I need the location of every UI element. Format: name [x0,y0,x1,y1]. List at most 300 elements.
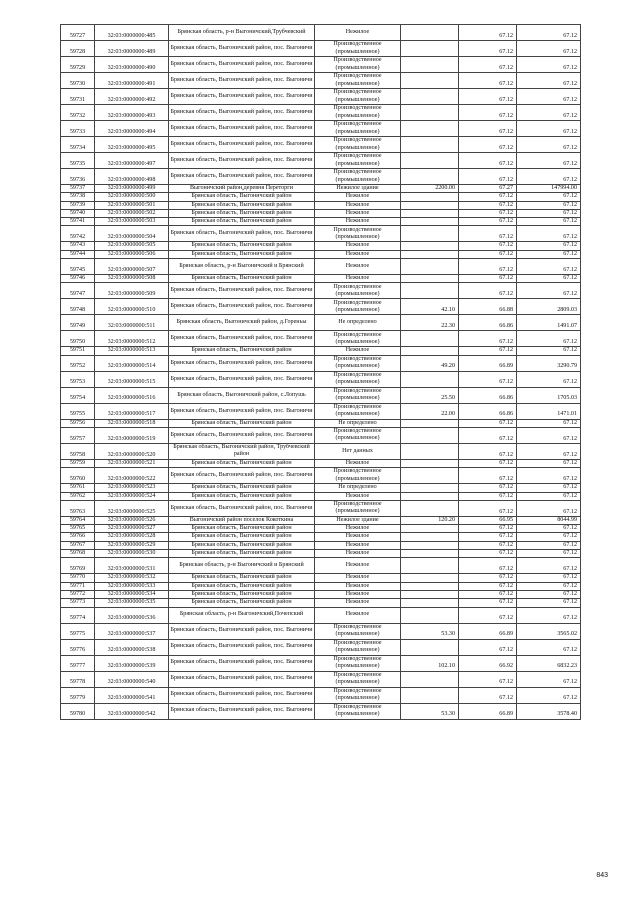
cell-object-type: Производственное (промышленное) [315,137,401,153]
table-row [61,655,581,671]
cell-address: Брянская область, Выгоничский район [169,218,315,226]
cell-row-number: 59733 [61,121,95,137]
table-row [61,209,581,217]
cell-cadastral-value: 67.12 [517,218,581,226]
cell-row-number: 59768 [61,550,95,558]
table-row [61,315,581,331]
cell-cadastral-value: 67.12 [517,25,581,41]
cell-object-type: Нежилое [315,275,401,283]
table-row [61,153,581,169]
table-row [61,242,581,250]
cell-area [401,558,459,574]
cell-specific-value: 67.12 [459,137,517,153]
cell-area [401,574,459,582]
cell-row-number: 59734 [61,137,95,153]
cell-cadastral-value: 67.12 [517,283,581,299]
cell-specific-value: 67.12 [459,582,517,590]
cell-cadastral-value: 1471.01 [517,403,581,419]
cell-cadastral-value: 67.12 [517,687,581,703]
cell-specific-value: 67.12 [459,347,517,355]
cell-area [401,484,459,492]
cell-object-type: Нежилое [315,209,401,217]
cell-cadastral-number: 32:03:0000000:539 [95,655,169,671]
cell-object-type: Производственное (промышленное) [315,687,401,703]
cell-row-number: 59767 [61,541,95,549]
cell-address: Брянская область, Выгоничский район, пос. Выгоничи [169,500,315,516]
cell-specific-value: 67.12 [459,550,517,558]
cell-cadastral-number: 32:03:0000000:535 [95,599,169,607]
cell-cadastral-number: 32:03:0000000:516 [95,387,169,403]
cell-cadastral-number: 32:03:0000000:529 [95,541,169,549]
cell-cadastral-value: 67.12 [517,590,581,598]
table-row [61,427,581,443]
cell-cadastral-number: 32:03:0000000:514 [95,355,169,371]
table-row [61,331,581,347]
cell-specific-value: 67.12 [459,574,517,582]
cell-cadastral-number: 32:03:0000000:523 [95,484,169,492]
cell-address: Брянская область, Выгоничский район, Трубчевский район [169,443,315,459]
cell-object-type: Производственное (промышленное) [315,427,401,443]
cell-cadastral-number: 32:03:0000000:524 [95,492,169,500]
cell-row-number: 59756 [61,419,95,427]
cell-area [401,121,459,137]
cell-object-type: Нежилое [315,250,401,258]
cell-cadastral-value: 67.12 [517,259,581,275]
cell-address: Брянская область, Выгоничский район, пос. Выгоничи [169,403,315,419]
table-row [61,639,581,655]
cell-row-number: 59753 [61,371,95,387]
cell-area: 2200.00 [401,185,459,193]
table-row [61,275,581,283]
cell-cadastral-number: 32:03:0000000:538 [95,639,169,655]
cell-specific-value: 67.12 [459,331,517,347]
cell-cadastral-value: 67.12 [517,558,581,574]
cell-area [401,533,459,541]
cell-area [401,209,459,217]
table-row [61,347,581,355]
cell-cadastral-value: 67.12 [517,459,581,467]
cell-row-number: 59775 [61,623,95,639]
cell-cadastral-value: 67.12 [517,201,581,209]
cell-specific-value: 67.12 [459,459,517,467]
cell-cadastral-value: 67.12 [517,41,581,57]
table-row [61,185,581,193]
cell-specific-value: 66.86 [459,387,517,403]
table-row [61,201,581,209]
cell-specific-value: 67.12 [459,226,517,242]
cell-row-number: 59729 [61,57,95,73]
cell-row-number: 59748 [61,299,95,315]
cell-area [401,371,459,387]
cell-specific-value: 67.12 [459,671,517,687]
cell-specific-value: 66.86 [459,403,517,419]
table-row [61,371,581,387]
cell-cadastral-value: 67.12 [517,275,581,283]
cell-address: Брянская область, Выгоничский район [169,582,315,590]
table-row [61,550,581,558]
cell-cadastral-number: 32:03:0000000:520 [95,443,169,459]
cell-cadastral-number: 32:03:0000000:489 [95,41,169,57]
cell-cadastral-number: 32:03:0000000:513 [95,347,169,355]
cell-object-type: Производственное (промышленное) [315,226,401,242]
cell-cadastral-value: 3565.02 [517,623,581,639]
cell-specific-value: 67.12 [459,153,517,169]
cell-row-number: 59744 [61,250,95,258]
cell-address: Брянская область, Выгоничский район, пос. Выгоничи [169,427,315,443]
cell-address: Брянская область, Выгоничский район [169,275,315,283]
cell-address: Брянская область, Выгоничский район, пос. Выгоничи [169,703,315,719]
cell-object-type: Нежилое [315,492,401,500]
cell-specific-value: 67.12 [459,209,517,217]
cell-specific-value: 67.12 [459,259,517,275]
cell-cadastral-number: 32:03:0000000:503 [95,218,169,226]
cell-address: Брянская область, Выгоничский район [169,550,315,558]
cell-area [401,275,459,283]
cell-specific-value: 66.92 [459,655,517,671]
cell-object-type: Нежилое [315,599,401,607]
cell-cadastral-value: 67.12 [517,639,581,655]
cell-address: Брянская область, Выгоничский район, пос. Выгоничи [169,371,315,387]
cell-cadastral-value: 67.12 [517,153,581,169]
cell-cadastral-number: 32:03:0000000:502 [95,209,169,217]
cell-address: Брянская область, Выгоничский район [169,201,315,209]
cell-specific-value: 67.12 [459,73,517,89]
cell-cadastral-value: 67.12 [517,419,581,427]
cell-address: Брянская область, Выгоничский район, пос. Выгоничи [169,655,315,671]
cell-address: Брянская область, Выгоничский район [169,525,315,533]
cell-row-number: 59742 [61,226,95,242]
cell-area [401,582,459,590]
cell-area [401,541,459,549]
cell-specific-value: 67.12 [459,242,517,250]
cell-specific-value: 67.12 [459,169,517,185]
cell-cadastral-number: 32:03:0000000:522 [95,468,169,484]
cell-cadastral-number: 32:03:0000000:536 [95,607,169,623]
cell-area [401,259,459,275]
cell-cadastral-number: 32:03:0000000:533 [95,582,169,590]
cell-row-number: 59774 [61,607,95,623]
cell-address: Брянская область, Выгоничский район, пос. Выгоничи [169,331,315,347]
table-row [61,73,581,89]
cell-cadastral-value: 67.12 [517,500,581,516]
cell-address: Брянская область, Выгоничский район, пос. Выгоничи [169,121,315,137]
cell-row-number: 59764 [61,516,95,524]
cell-cadastral-number: 32:03:0000000:512 [95,331,169,347]
cell-row-number: 59769 [61,558,95,574]
cell-object-type: Производственное (промышленное) [315,121,401,137]
cell-row-number: 59754 [61,387,95,403]
cell-cadastral-number: 32:03:0000000:485 [95,25,169,41]
cell-object-type: Производственное (промышленное) [315,57,401,73]
cell-object-type: Производственное (промышленное) [315,73,401,89]
cell-specific-value: 67.12 [459,525,517,533]
cell-object-type: Производственное (промышленное) [315,283,401,299]
cell-specific-value: 67.12 [459,250,517,258]
cell-object-type: Нежилое [315,582,401,590]
cell-cadastral-number: 32:03:0000000:491 [95,73,169,89]
cell-specific-value: 67.12 [459,500,517,516]
cell-cadastral-number: 32:03:0000000:526 [95,516,169,524]
cell-address: Брянская область, Выгоничский район [169,419,315,427]
table-row [61,25,581,41]
cell-address: Брянская область, Выгоничский район, пос. Выгоничи [169,623,315,639]
cell-cadastral-number: 32:03:0000000:525 [95,500,169,516]
cell-cadastral-number: 32:03:0000000:508 [95,275,169,283]
cell-address: Брянская область, Выгоничский район, пос. Выгоничи [169,41,315,57]
cell-row-number: 59728 [61,41,95,57]
cell-area: 53.30 [401,623,459,639]
cell-cadastral-value: 67.12 [517,347,581,355]
table-row [61,57,581,73]
cell-area [401,41,459,57]
cell-row-number: 59763 [61,500,95,516]
cell-row-number: 59741 [61,218,95,226]
cell-row-number: 59776 [61,639,95,655]
cell-specific-value: 67.12 [459,558,517,574]
cell-row-number: 59735 [61,153,95,169]
table-row [61,419,581,427]
cell-address: Брянская область, Выгоничский район [169,250,315,258]
cell-address: Брянская область, Выгоничский район [169,193,315,201]
table-row [61,703,581,719]
cell-object-type: Производственное (промышленное) [315,468,401,484]
cell-area [401,242,459,250]
cell-address: Брянская область, Выгоничский район, пос. Выгоничи [169,687,315,703]
cell-cadastral-number: 32:03:0000000:507 [95,259,169,275]
cell-specific-value: 67.12 [459,105,517,121]
cell-address: Брянская область, Выгоничский район [169,599,315,607]
cell-address: Брянская область, Выгоничский район [169,242,315,250]
cell-cadastral-number: 32:03:0000000:518 [95,419,169,427]
cell-row-number: 59760 [61,468,95,484]
cell-cadastral-number: 32:03:0000000:541 [95,687,169,703]
cell-address: Выгоничский район,деревня Переторги [169,185,315,193]
cell-object-type: Нежилое [315,550,401,558]
cell-object-type: Производственное (промышленное) [315,299,401,315]
cell-specific-value: 67.12 [459,218,517,226]
cell-cadastral-value: 67.12 [517,599,581,607]
table-row [61,355,581,371]
cell-address: Брянская область, Выгоничский район [169,484,315,492]
table-row [61,574,581,582]
cell-specific-value: 67.12 [459,89,517,105]
table-row [61,137,581,153]
cell-area [401,331,459,347]
cell-area [401,283,459,299]
cell-area [401,57,459,73]
cell-row-number: 59752 [61,355,95,371]
cell-area [401,73,459,89]
cell-cadastral-value: 67.12 [517,525,581,533]
cell-cadastral-number: 32:03:0000000:494 [95,121,169,137]
cell-object-type: Нежилое здание [315,516,401,524]
cell-address: Выгоничский район поселок Кокоткина [169,516,315,524]
cell-object-type: Нежилое [315,201,401,209]
cell-row-number: 59743 [61,242,95,250]
cell-specific-value: 67.12 [459,193,517,201]
cell-row-number: 59732 [61,105,95,121]
cell-cadastral-number: 32:03:0000000:510 [95,299,169,315]
cell-object-type: Производственное (промышленное) [315,671,401,687]
page-number: 843 [596,872,608,879]
cell-area [401,347,459,355]
cell-object-type: Производственное (промышленное) [315,639,401,655]
table-row [61,259,581,275]
cell-row-number: 59761 [61,484,95,492]
cell-row-number: 59773 [61,599,95,607]
cell-cadastral-number: 32:03:0000000:519 [95,427,169,443]
cell-address: Брянская область, Выгоничский район, пос. Выгоничи [169,283,315,299]
cell-cadastral-value: 67.12 [517,541,581,549]
cell-cadastral-value: 67.12 [517,169,581,185]
cell-object-type: Не определено [315,315,401,331]
cell-cadastral-number: 32:03:0000000:515 [95,371,169,387]
cell-area [401,419,459,427]
cell-specific-value: 67.12 [459,443,517,459]
cell-object-type: Нежилое здание [315,185,401,193]
table-row [61,525,581,533]
cell-cadastral-value: 1705.03 [517,387,581,403]
cell-address: Брянская область, Выгоничский район [169,541,315,549]
cell-specific-value: 67.12 [459,484,517,492]
table-row [61,500,581,516]
cell-cadastral-value: 67.12 [517,443,581,459]
table-row [61,459,581,467]
cell-area [401,525,459,533]
cell-cadastral-value: 67.12 [517,73,581,89]
cell-specific-value: 67.12 [459,371,517,387]
cell-cadastral-value: 67.12 [517,242,581,250]
cell-area [401,169,459,185]
table-row [61,468,581,484]
cell-address: Брянская область, Выгоничский район, пос. Выгоничи [169,299,315,315]
cell-address: Брянская область, Выгоничский район, пос. Выгоничи [169,639,315,655]
cell-area [401,468,459,484]
cell-area [401,500,459,516]
cell-cadastral-number: 32:03:0000000:498 [95,169,169,185]
cell-specific-value: 67.12 [459,639,517,655]
cell-area [401,218,459,226]
cell-area [401,607,459,623]
cell-specific-value: 67.12 [459,283,517,299]
cell-object-type: Нежилое [315,525,401,533]
table-row [61,533,581,541]
table-row [61,218,581,226]
table-row [61,105,581,121]
cell-specific-value: 66.88 [459,299,517,315]
cell-address: Брянская область, р-н Выгоничский,Почепский [169,607,315,623]
cell-area [401,25,459,41]
cell-cadastral-value: 147994.00 [517,185,581,193]
cell-specific-value: 67.12 [459,275,517,283]
cell-row-number: 59778 [61,671,95,687]
cell-object-type: Производственное (промышленное) [315,623,401,639]
cell-row-number: 59757 [61,427,95,443]
cell-specific-value: 66.86 [459,315,517,331]
cell-row-number: 59771 [61,582,95,590]
cell-specific-value: 67.12 [459,57,517,73]
table-row [61,590,581,598]
cell-specific-value: 67.12 [459,541,517,549]
table-row [61,403,581,419]
cell-cadastral-number: 32:03:0000000:521 [95,459,169,467]
cell-cadastral-value: 67.12 [517,137,581,153]
cell-object-type: Производственное (промышленное) [315,403,401,419]
cell-row-number: 59747 [61,283,95,299]
cell-cadastral-number: 32:03:0000000:490 [95,57,169,73]
cell-cadastral-value: 67.12 [517,468,581,484]
cell-cadastral-value: 67.12 [517,57,581,73]
cell-cadastral-value: 67.12 [517,371,581,387]
cell-object-type: Производственное (промышленное) [315,500,401,516]
table-row [61,121,581,137]
cell-object-type: Нежилое [315,607,401,623]
cell-cadastral-number: 32:03:0000000:517 [95,403,169,419]
cell-object-type: Нежилое [315,193,401,201]
cell-cadastral-value: 67.12 [517,89,581,105]
cell-area [401,671,459,687]
table-row [61,299,581,315]
cell-cadastral-value: 67.12 [517,607,581,623]
cell-cadastral-number: 32:03:0000000:500 [95,193,169,201]
cell-object-type: Производственное (промышленное) [315,371,401,387]
cell-area [401,639,459,655]
cell-cadastral-number: 32:03:0000000:493 [95,105,169,121]
cell-specific-value: 67.12 [459,687,517,703]
cell-cadastral-value: 67.12 [517,226,581,242]
cell-cadastral-value: 67.12 [517,533,581,541]
cell-cadastral-value: 3578.40 [517,703,581,719]
cell-cadastral-value: 67.12 [517,550,581,558]
cell-object-type: Нежилое [315,259,401,275]
cell-object-type: Нежилое [315,218,401,226]
cell-cadastral-value: 67.12 [517,492,581,500]
cell-address: Брянская область, Выгоничский район, д.Гореньы [169,315,315,331]
cell-row-number: 59766 [61,533,95,541]
table-row [61,492,581,500]
cell-cadastral-number: 32:03:0000000:528 [95,533,169,541]
table-row [61,516,581,524]
cell-row-number: 59740 [61,209,95,217]
cell-row-number: 59746 [61,275,95,283]
table-row [61,89,581,105]
cell-address: Брянская область, Выгоничский район, пос. Выгоничи [169,468,315,484]
cell-area: 42.10 [401,299,459,315]
cell-row-number: 59758 [61,443,95,459]
cell-cadastral-value: 67.12 [517,121,581,137]
cell-specific-value: 66.95 [459,516,517,524]
cell-specific-value: 67.12 [459,533,517,541]
cell-specific-value: 67.12 [459,492,517,500]
cell-area: 49.20 [401,355,459,371]
cell-cadastral-number: 32:03:0000000:506 [95,250,169,258]
table-row [61,671,581,687]
cell-specific-value: 67.12 [459,201,517,209]
cell-row-number: 59750 [61,331,95,347]
table-row [61,599,581,607]
cell-area [401,590,459,598]
cell-row-number: 59772 [61,590,95,598]
cell-cadastral-number: 32:03:0000000:499 [95,185,169,193]
cell-cadastral-number: 32:03:0000000:531 [95,558,169,574]
cell-object-type: Нет данных [315,443,401,459]
cell-address: Брянская область, Выгоничский район, пос. Выгоничи [169,226,315,242]
cell-row-number: 59759 [61,459,95,467]
cell-address: Брянская область, Выгоничский район [169,590,315,598]
cell-specific-value: 67.12 [459,468,517,484]
cell-address: Брянская область, Выгоничский район, пос. Выгоничи [169,169,315,185]
cell-object-type: Производственное (промышленное) [315,331,401,347]
